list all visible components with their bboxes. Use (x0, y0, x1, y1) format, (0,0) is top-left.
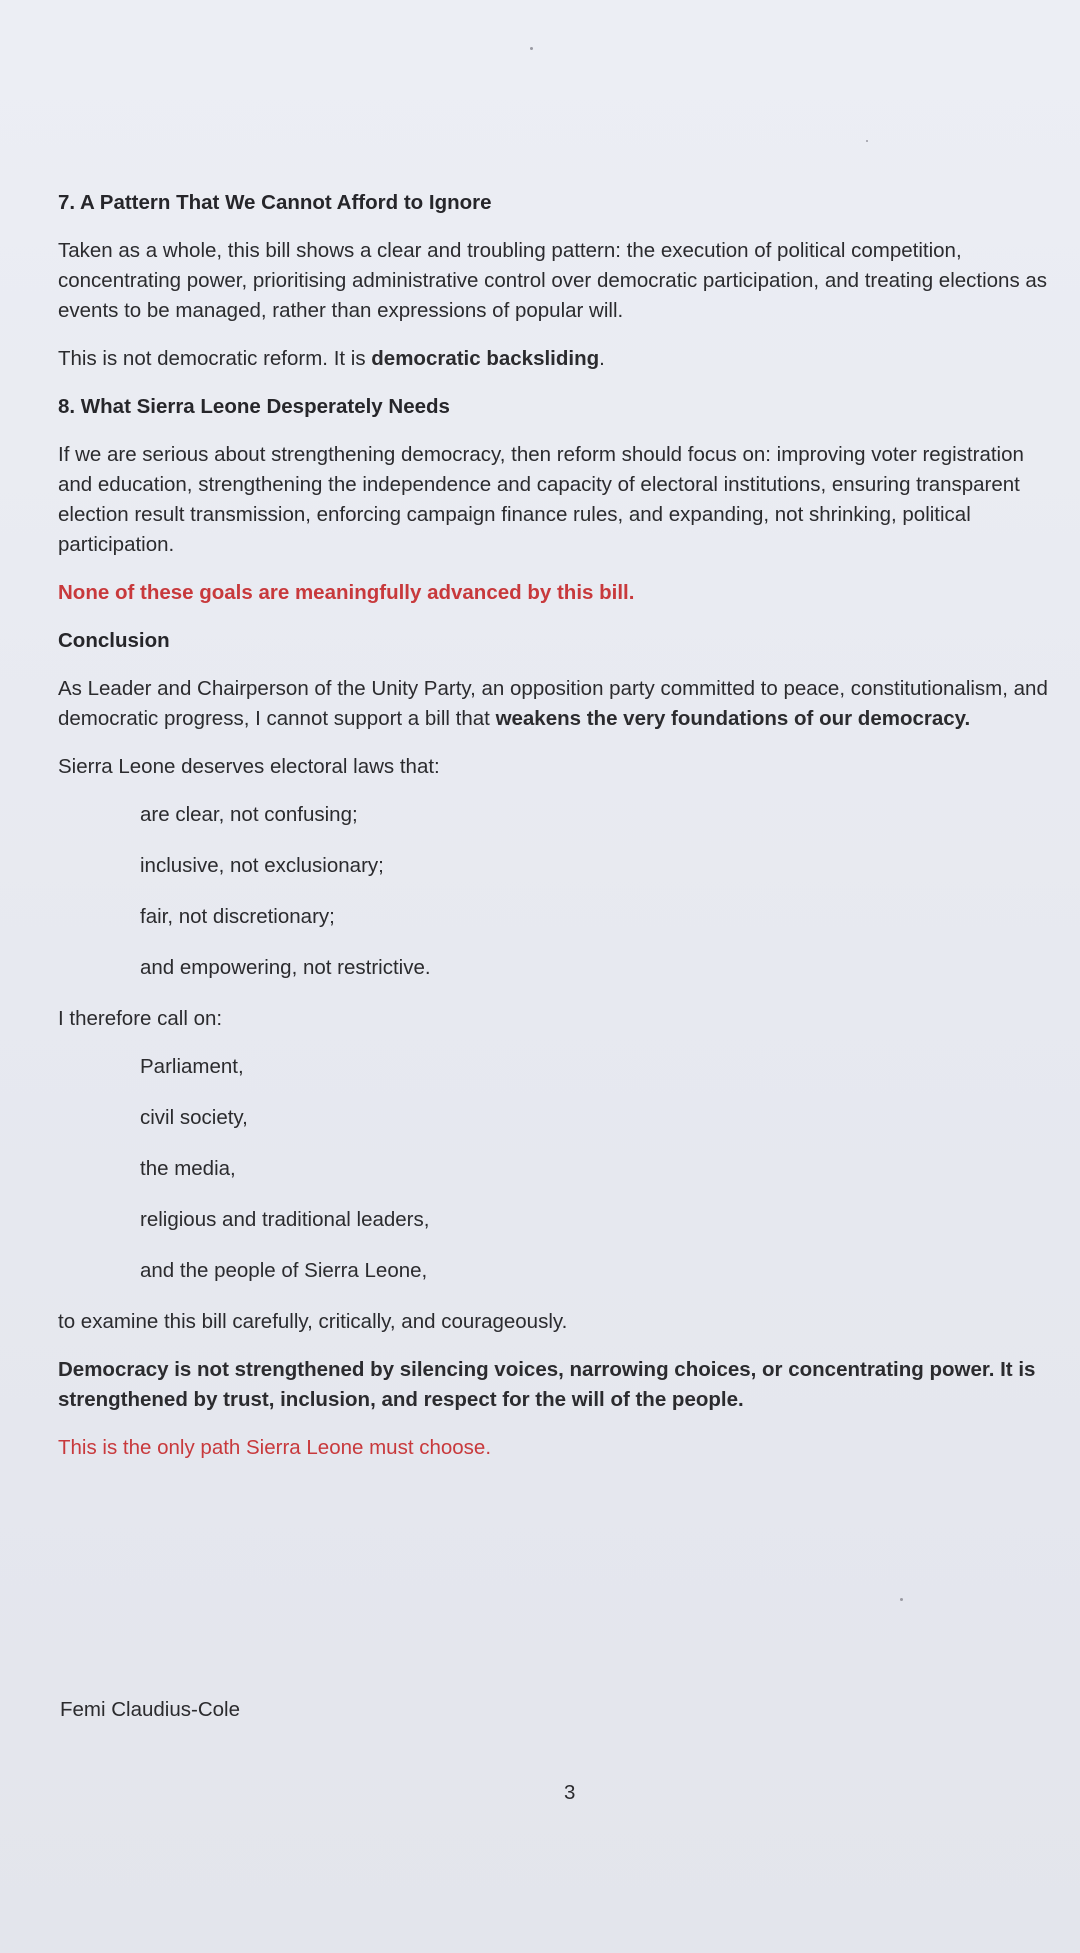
list-item: civil society, (140, 1106, 248, 1129)
bold-statement: Democracy is not strengthened by silencing voices, narrowing choices, or concentrating power. It is strengthened by trust, inclusion, and respect for the will of the people. (58, 1358, 1036, 1411)
list-item: are clear, not confusing; (140, 803, 358, 826)
list-item: the media, (140, 1157, 236, 1180)
call-intro: I therefore call on: (58, 1007, 223, 1030)
section-7-statement: This is not democratic reform. It is democratic backsliding. (58, 347, 605, 370)
list-item: Parliament, (140, 1055, 244, 1078)
section-7-paragraph: Taken as a whole, this bill shows a clear and troubling pattern: the execution of political competition, concentrating power, prioritising administrative control over democratic participation, and treating elections as events to be managed, rather than expressions of popular will. (58, 239, 1048, 322)
section-8-paragraph: If we are serious about strengthening democracy, then reform should focus on: improving voter registration and education, strengthening the independence and capacity of electoral institutions, ensuring transparent election result transmission, enforcing campaign finance rules, and expanding, not shrinking, political participation. (58, 443, 1024, 556)
list-item: and empowering, not restrictive. (140, 956, 431, 979)
page-number: 3 (564, 1781, 576, 1804)
section-8-heading: 8. What Sierra Leone Desperately Needs (58, 395, 450, 418)
signature: Femi Claudius-Cole (60, 1698, 241, 1721)
paper-speck (530, 47, 533, 50)
list-item: fair, not discretionary; (140, 905, 335, 928)
section-8-highlight: None of these goals are meaningfully advanced by this bill. (58, 581, 635, 604)
laws-intro: Sierra Leone deserves electoral laws that: (58, 755, 440, 778)
section-7-heading: 7. A Pattern That We Cannot Afford to Ignore (58, 191, 492, 214)
conclusion-heading: Conclusion (58, 629, 170, 652)
list-item: inclusive, not exclusionary; (140, 854, 384, 877)
document-body (58, 188, 1058, 1481)
closing-statement: This is the only path Sierra Leone must choose. (58, 1436, 492, 1459)
paper-speck (900, 1598, 903, 1601)
list-item: religious and traditional leaders, (140, 1208, 430, 1231)
paper-speck (866, 140, 868, 142)
call-outro: to examine this bill carefully, critically, and courageously. (58, 1310, 568, 1333)
conclusion-paragraph: As Leader and Chairperson of the Unity Party, an opposition party committed to peace, constitutionalism, and democratic progress, I cannot support a bill that weakens the very foundations of our democracy. (58, 677, 1048, 730)
list-item: and the people of Sierra Leone, (140, 1259, 428, 1282)
